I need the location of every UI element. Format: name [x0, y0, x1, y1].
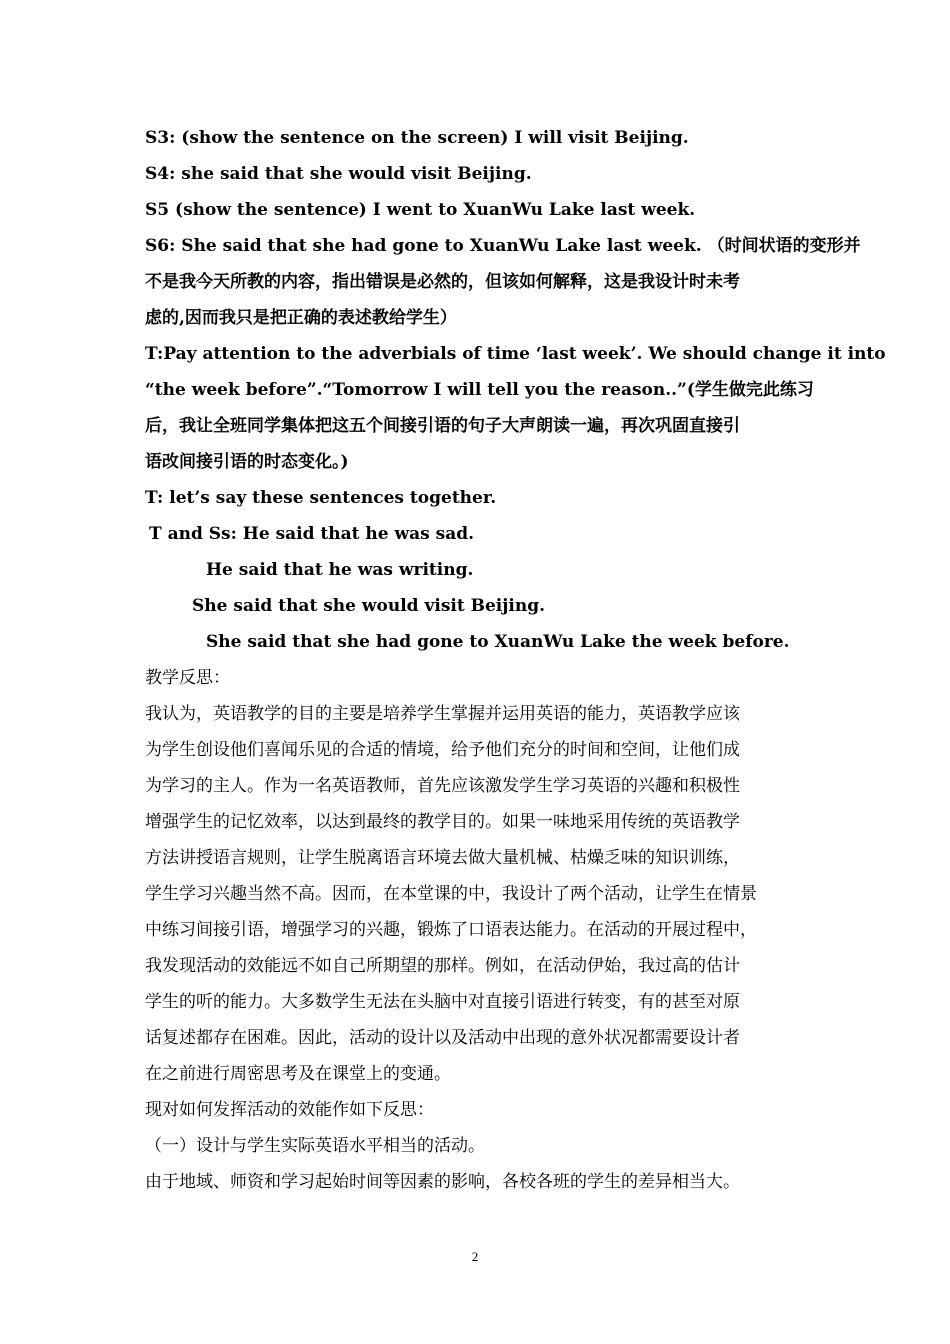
reflection-paragraph-line: 学生的听的能力。大多数学生无法在头脑中对直接引语进行转变，有的甚至对原	[145, 992, 740, 1012]
dialogue-line-teacher-together: T: let’s say these sentences together.	[145, 488, 497, 508]
reflection-paragraph-line: 话复述都存在困难。因此，活动的设计以及活动中出现的意外状况都需要设计者	[145, 1028, 740, 1048]
reflection-paragraph-line: 方法讲授语言规则，让学生脱离语言环境去做大量机械、枯燥乏味的知识训练，	[145, 848, 740, 868]
chorus-line: She said that she had gone to XuanWu Lake the week before.	[206, 632, 790, 652]
chorus-line: T and Ss: He said that he was sad.	[149, 524, 475, 544]
chorus-line: She said that she would visit Beijing.	[192, 596, 546, 616]
page-content	[145, 120, 886, 1200]
dialogue-line-teacher: T:Pay attention to the adverbials of time ‘last week’. We should change it into	[145, 344, 886, 364]
reflection-paragraph-line: 我发现活动的效能远不如自己所期望的那样。例如，在活动伊始，我过高的估计	[145, 956, 740, 976]
chorus-line: He said that he was writing.	[206, 560, 474, 580]
dialogue-line-s5: S5 (show the sentence) I went to XuanWu Lake last week.	[145, 200, 696, 220]
reflection-paragraph-line: 学生学习兴趣当然不高。因而，在本堂课的中，我设计了两个活动，让学生在情景	[145, 884, 757, 904]
page-number: 2	[471, 1249, 479, 1264]
reflection-heading: 教学反思：	[145, 668, 230, 688]
reflection-paragraph-line: 中练习间接引语，增强学习的兴趣，锻炼了口语表达能力。在活动的开展过程中，	[145, 920, 757, 940]
reflection-paragraph-line: 为学生创设他们喜闻乐见的合适的情境，给予他们充分的时间和空间，让他们成	[145, 740, 740, 760]
reflection-intro: 现对如何发挥活动的效能作如下反思：	[145, 1100, 434, 1120]
section-1-title: （一）设计与学生实际英语水平相当的活动。	[145, 1136, 485, 1156]
section-1-text: 由于地域、师资和学习起始时间等因素的影响，各校各班的学生的差异相当大。	[145, 1172, 740, 1192]
reflection-paragraph-line: 我认为，英语教学的目的主要是培养学生掌握并运用英语的能力，英语教学应该	[145, 704, 740, 724]
dialogue-line-teacher: “the week before”.“Tomorrow I will tell you the reason..”(学生做完此练习	[145, 380, 814, 400]
reflection-paragraph-line: 为学习的主人。作为一名英语教师，首先应该激发学生学习英语的兴趣和积极性	[145, 776, 740, 796]
dialogue-line-s6-note: 虑的,因而我只是把正确的表述教给学生）	[145, 308, 457, 328]
dialogue-line-s3: S3: (show the sentence on the screen) I will visit Beijing.	[145, 128, 689, 148]
reflection-paragraph-line: 在之前进行周密思考及在课堂上的变通。	[145, 1064, 451, 1084]
dialogue-line-teacher-note: 后，我让全班同学集体把这五个间接引语的句子大声朗读一遍，再次巩固直接引	[145, 416, 740, 436]
dialogue-line-s6-note: 不是我今天所教的内容，指出错误是必然的，但该如何解释，这是我设计时未考	[145, 272, 740, 292]
dialogue-line-s6: S6: She said that she had gone to XuanWu Lake last week. （时间状语的变形并	[145, 236, 861, 256]
reflection-paragraph-line: 增强学生的记忆效率，以达到最终的教学目的。如果一味地采用传统的英语教学	[145, 812, 740, 832]
dialogue-line-teacher-note: 语改间接引语的时态变化。)	[145, 452, 349, 472]
dialogue-line-s4: S4: she said that she would visit Beijing.	[145, 164, 532, 184]
